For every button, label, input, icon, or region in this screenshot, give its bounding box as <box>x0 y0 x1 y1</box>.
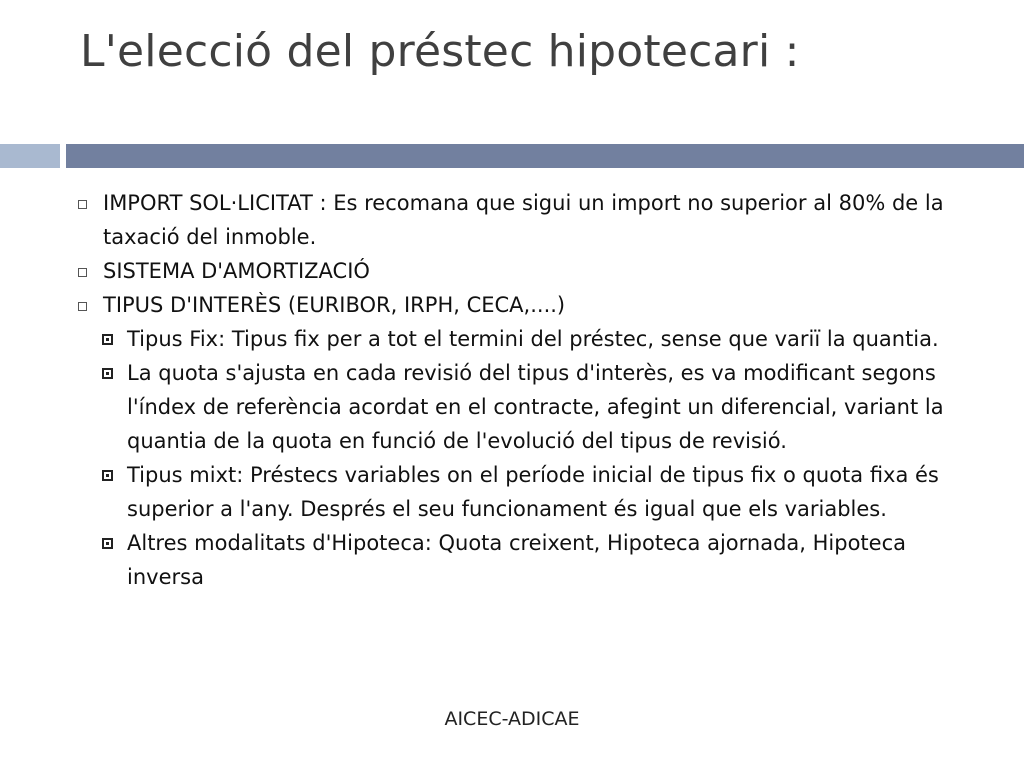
decorative-bar-left <box>0 144 60 168</box>
filled-square-bullet-icon <box>102 334 113 345</box>
list-item <box>78 254 983 288</box>
list-item <box>78 186 983 254</box>
bullet-list <box>78 186 983 594</box>
hollow-square-bullet-icon <box>78 200 87 209</box>
sub-list-item <box>102 356 983 458</box>
sub-list-item-text: La quota s'ajusta en cada revisió del tipus d'interès, es va modificant segons l'índex de referència acordat en el contracte, afegint un diferencial, variant la quantia de la quota en funció de l'evolució del tipus de revisió. <box>127 361 944 453</box>
filled-square-bullet-icon <box>102 538 113 549</box>
list-item-text: SISTEMA D'AMORTIZACIÓ <box>103 259 370 283</box>
decorative-bar-main <box>66 144 1024 168</box>
list-item-text: TIPUS D'INTERÈS (EURIBOR, IRPH, CECA,....) <box>103 293 566 317</box>
filled-square-bullet-icon <box>102 470 113 481</box>
sub-list-item <box>102 322 983 356</box>
sub-list-item <box>102 458 983 526</box>
list-item <box>78 288 983 322</box>
sub-list-item-text: Altres modalitats d'Hipoteca: Quota creixent, Hipoteca ajornada, Hipoteca inversa <box>127 531 906 589</box>
sub-list-item-text: Tipus mixt: Préstecs variables on el període inicial de tipus fix o quota fixa és superior a l'any. Després el seu funcionament és igual que els variables. <box>127 463 939 521</box>
sub-list-item-text: Tipus Fix: Tipus fix per a tot el termini del préstec, sense que variï la quantia. <box>127 327 939 351</box>
hollow-square-bullet-icon <box>78 302 87 311</box>
sub-list-item <box>102 526 983 594</box>
filled-square-bullet-icon <box>102 368 113 379</box>
hollow-square-bullet-icon <box>78 268 87 277</box>
slide-footer: AICEC-ADICAE <box>444 708 580 730</box>
slide-title: L'elecció del préstec hipotecari : <box>80 26 800 77</box>
list-item-text: IMPORT SOL·LICITAT : Es recomana que sigui un import no superior al 80% de la taxació del inmoble. <box>103 191 944 249</box>
